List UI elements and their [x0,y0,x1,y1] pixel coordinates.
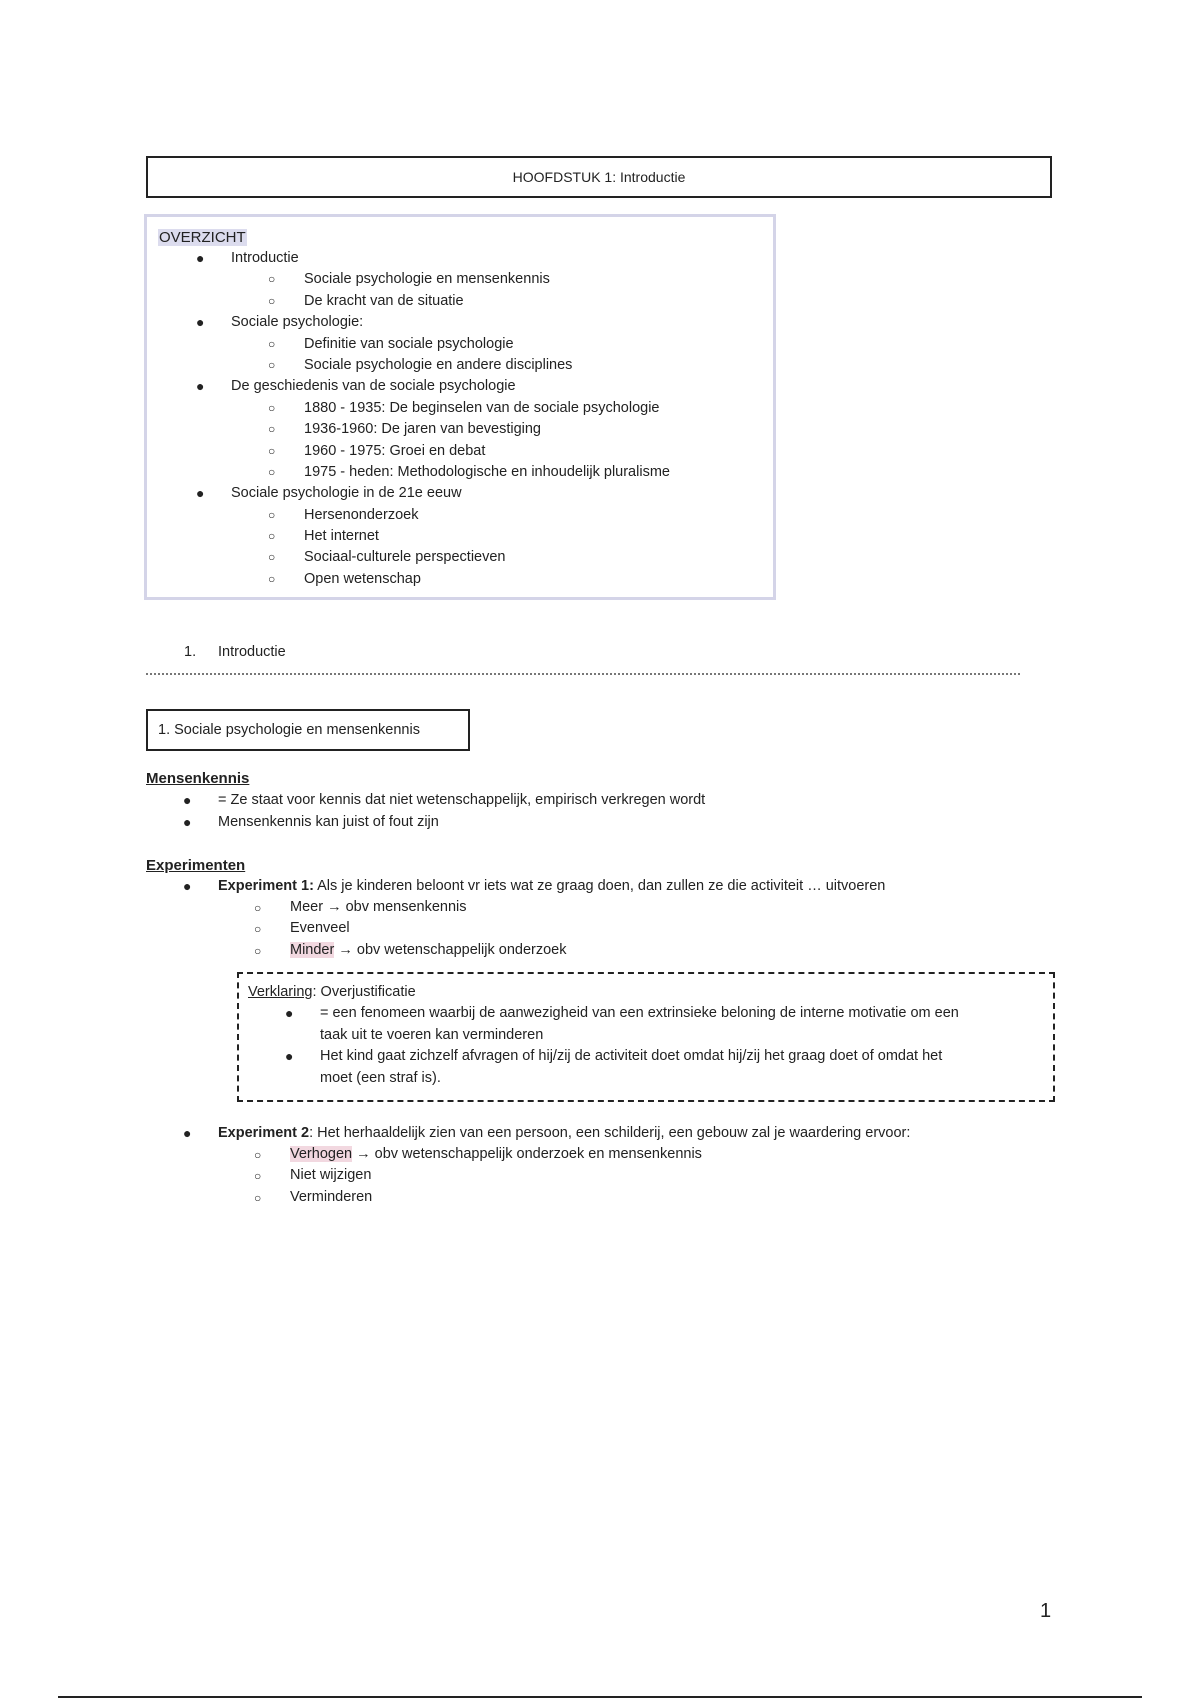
hollow-bullet-icon: ○ [268,529,276,544]
footer-divider [58,1696,1142,1698]
overview-subitem: ○ Sociaal-culturele perspectieven [147,547,670,568]
hollow-bullet-icon: ○ [268,550,276,565]
overview-subitem: ○ Definitie van sociale psychologie [147,334,670,355]
overview-subitem: ○ De kracht van de situatie [147,291,670,312]
hollow-bullet-icon: ○ [254,944,262,958]
overview-item: ● Sociale psychologie in de 21e eeuw [147,483,670,504]
overview-item: ● De geschiedenis van de sociale psychologie [147,376,670,397]
overview-title: OVERZICHT [159,229,246,246]
section-title: Introductie [218,644,286,660]
hollow-bullet-icon: ○ [254,1148,262,1162]
hollow-bullet-icon: ○ [268,571,276,586]
experiment-1-option: Minder → obv wetenschappelijk onderzoek [290,942,567,958]
bullet-icon: ● [196,250,205,266]
chapter-title-box [146,156,1052,198]
subsection-title-box [146,709,470,751]
hollow-bullet-icon: ○ [254,1169,262,1183]
bullet-icon: ● [196,485,205,502]
experiment-1: Experiment 1: Als je kinderen beloont vr iets wat ze graag doen, dan zullen ze die activiteit … uitvoeren [218,878,886,894]
hollow-bullet-icon: ○ [268,293,276,308]
experiment-2: Experiment 2: Het herhaaldelijk zien van een persoon, een schilderij, een gebouw zal je waardering ervoor: [218,1125,911,1141]
bullet-icon: ● [183,878,192,894]
overview-subitem: ○ Hersenonderzoek [147,505,670,526]
mensenkennis-bullet: Mensenkennis kan juist of fout zijn [218,814,439,830]
section-divider [146,673,1020,675]
hollow-bullet-icon: ○ [268,357,276,372]
overview-list [147,248,670,590]
experiment-1-option: Evenveel [290,920,350,936]
experimenten-heading: Experimenten [146,857,246,874]
hollow-bullet-icon: ○ [268,272,276,287]
bullet-icon: ● [183,1125,192,1141]
experiment-2-option: Verhogen → obv wetenschappelijk onderzoek en mensenkennis [290,1146,702,1162]
hollow-bullet-icon: ○ [268,422,276,437]
bullet-icon: ● [285,1005,294,1021]
experiment-2-option: Verminderen [290,1189,373,1205]
overview-subitem: ○ 1880 - 1935: De beginselen van de sociale psychologie [147,398,670,419]
page-number: 1 [1040,1600,1052,1622]
verklaring-bullet-line: taak uit te voeren kan verminderen [320,1027,544,1043]
hollow-bullet-icon: ○ [268,464,276,479]
hollow-bullet-icon: ○ [254,922,262,936]
mensenkennis-bullet: = Ze staat voor kennis dat niet wetenschappelijk, empirisch verkregen wordt [218,792,706,808]
bullet-icon: ● [196,314,205,331]
hollow-bullet-icon: ○ [268,507,276,522]
bullet-icon: ● [196,378,205,395]
experiment-1-option: Meer → obv mensenkennis [290,899,467,915]
overview-subitem: ○ 1936-1960: De jaren van bevestiging [147,419,670,440]
verklaring-bullet-line: moet (een straf is). [320,1070,441,1086]
hollow-bullet-icon: ○ [254,901,262,915]
overview-subitem: ○ 1975 - heden: Methodologische en inhoudelijk pluralisme [147,462,670,483]
hollow-bullet-icon: ○ [254,1191,262,1205]
overview-box [144,214,776,600]
overview-subitem: ○ Sociale psychologie en mensenkennis [147,269,670,290]
verklaring-bullet-line: = een fenomeen waarbij de aanwezigheid van een extrinsieke beloning de interne motivatie om een [320,1005,959,1021]
overview-item: ● Introductie [147,248,670,269]
overview-subitem: ○ Sociale psychologie en andere disciplines [147,355,670,376]
hollow-bullet-icon: ○ [268,443,276,458]
overview-subitem: ○ Het internet [147,526,670,547]
bullet-icon: ● [285,1048,294,1064]
bullet-icon: ● [183,814,192,830]
verklaring-title: Verklaring: Overjustificatie [248,984,416,1000]
section-number: 1. [184,644,197,660]
overview-item: ● Sociale psychologie: [147,312,670,333]
chapter-title: HOOFDSTUK 1: Introductie [512,169,686,185]
subsection-title: 1. Sociale psychologie en mensenkennis [158,722,420,738]
bullet-icon: ● [183,792,192,808]
overview-subitem: ○ Open wetenschap [147,569,670,590]
verklaring-bullet-line: Het kind gaat zichzelf afvragen of hij/zij de activiteit doet omdat hij/zij het graag doet of omdat het [320,1048,943,1064]
overview-subitem: ○ 1960 - 1975: Groei en debat [147,441,670,462]
experiment-2-option: Niet wijzigen [290,1167,372,1183]
mensenkennis-heading: Mensenkennis [146,770,250,787]
hollow-bullet-icon: ○ [268,336,276,351]
hollow-bullet-icon: ○ [268,400,276,415]
